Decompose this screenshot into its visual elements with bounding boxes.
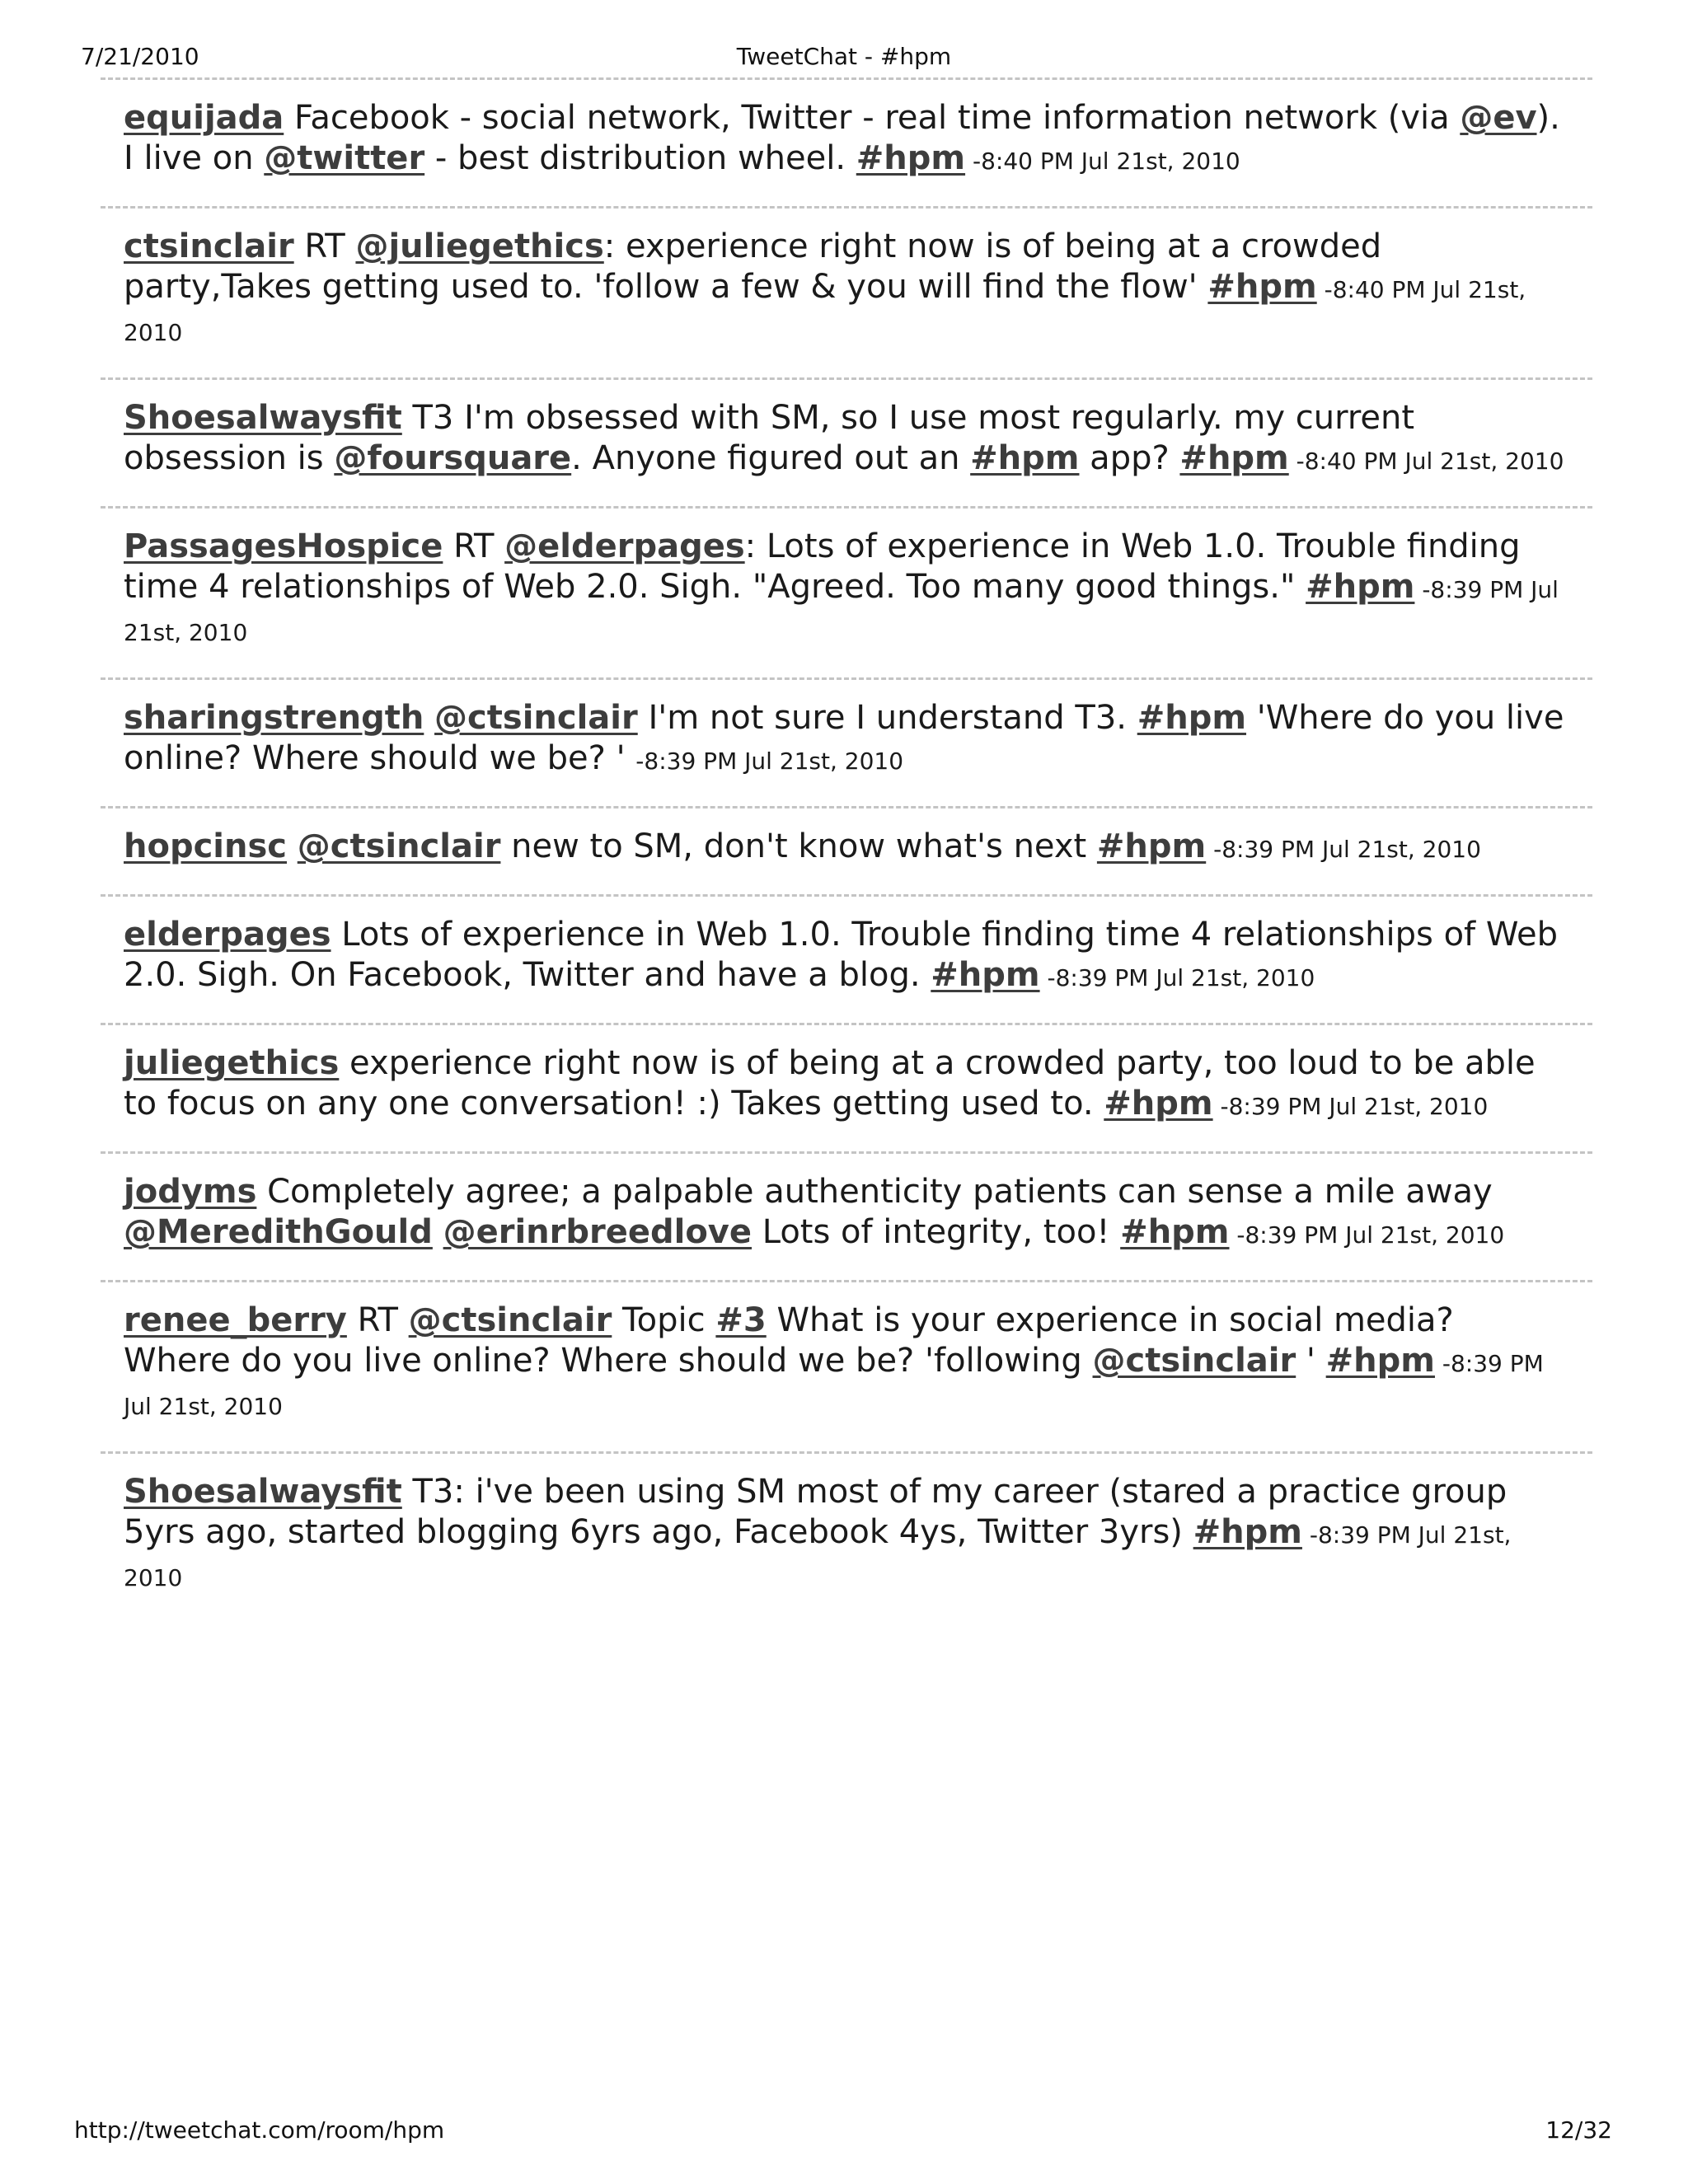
tweet-text — [287, 827, 298, 865]
tweet-text — [433, 1213, 443, 1251]
tweet-timestamp: -8:40 PM Jul 21st, 2010 — [1288, 448, 1564, 475]
mention-link[interactable]: @elderpages — [504, 527, 745, 565]
tweet-text: RT — [293, 227, 356, 265]
hashtag-link[interactable]: #hpm — [1193, 1513, 1302, 1551]
tweet-text: app? — [1079, 439, 1180, 477]
tweet-text: experience right now is of being at a crowded party, too loud to be able to focus on any one conversation! :) Takes getting used to. — [124, 1044, 1536, 1122]
mention-link[interactable]: @juliegethics — [355, 227, 604, 265]
tweet-text: T3: i've been using SM most of my career (stared a practice group 5yrs ago, started blogging 6yrs ago, Facebook 4ys, Twitter 3yrs) — [124, 1473, 1507, 1551]
tweet-timestamp: -8:40 PM Jul 21st, 2010 — [124, 276, 1526, 346]
hashtag-link[interactable]: #hpm — [1096, 827, 1207, 865]
tweet-item — [101, 1151, 1592, 1280]
tweet-item — [101, 806, 1592, 894]
page-footer — [0, 2116, 1688, 2153]
tweet-username-link[interactable]: jodyms — [124, 1173, 257, 1211]
tweet-text: T3 I'm obsessed with SM, so I use most regularly. my current obsession is — [124, 399, 1415, 477]
tweet-text: - best distribution wheel. — [424, 139, 856, 177]
tweet-username-link[interactable]: PassagesHospice — [124, 527, 443, 565]
tweet-item — [101, 1023, 1592, 1151]
tweet-username-link[interactable]: Shoesalwaysfit — [124, 399, 402, 437]
tweet-timestamp: -8:39 PM Jul 21st, 2010 — [1229, 1221, 1505, 1249]
page-header — [0, 43, 1688, 79]
mention-link[interactable]: @ctsinclair — [408, 1301, 612, 1339]
hashtag-link[interactable]: #hpm — [856, 139, 966, 177]
mention-link[interactable]: @twitter — [264, 139, 425, 177]
tweet-timestamp: -8:39 PM Jul 21st, 2010 — [1206, 836, 1481, 863]
tweet-text — [424, 699, 434, 737]
hashtag-link[interactable]: #hpm — [1325, 1342, 1435, 1380]
tweet-text: Lots of integrity, too! — [752, 1213, 1121, 1251]
tweet-timestamp: -8:39 PM Jul 21st, 2010 — [124, 1521, 1512, 1591]
mention-link[interactable]: @foursquare — [334, 439, 572, 477]
tweet-item — [101, 1451, 1592, 1623]
tweet-item — [101, 894, 1592, 1023]
hashtag-link[interactable]: #3 — [715, 1301, 767, 1339]
hashtag-link[interactable]: #hpm — [1137, 699, 1247, 737]
tweet-username-link[interactable]: equijada — [124, 99, 284, 137]
hashtag-link[interactable]: #hpm — [1179, 439, 1289, 477]
hashtag-link[interactable]: #hpm — [1207, 268, 1317, 306]
tweet-text: Completely agree; a palpable authenticity patients can sense a mile away — [256, 1173, 1493, 1211]
tweet-text: ' — [1296, 1342, 1326, 1380]
tweet-item — [101, 677, 1592, 806]
tweet-text: RT — [346, 1301, 409, 1339]
page-title: TweetChat - #hpm — [736, 43, 952, 70]
tweet-item — [101, 377, 1592, 506]
hashtag-link[interactable]: #hpm — [1120, 1213, 1230, 1251]
tweet-username-link[interactable]: sharingstrength — [124, 699, 424, 737]
tweet-text: What is your experience in social media? Where do you live online? Where should we be? 'following — [124, 1301, 1454, 1380]
mention-link[interactable]: @ev — [1460, 99, 1537, 137]
tweet-timestamp: -8:39 PM Jul 21st, 2010 — [1039, 964, 1315, 991]
tweet-text: new to SM, don't know what's next — [500, 827, 1097, 865]
tweet-item — [101, 1280, 1592, 1451]
tweet-timestamp: -8:40 PM Jul 21st, 2010 — [965, 148, 1240, 175]
tweet-item — [101, 206, 1592, 377]
footer-url: http://tweetchat.com/room/hpm — [74, 2116, 445, 2144]
page-number: 12/32 — [1545, 2116, 1612, 2144]
mention-link[interactable]: @ctsinclair — [434, 699, 638, 737]
tweet-text: 'Where do you live online? Where should we be? ' — [124, 699, 1564, 777]
tweet-text: : experience right now is of being at a crowded party,Takes getting used to. 'follow a few & you will find the flow' — [124, 227, 1382, 306]
tweet-feed — [101, 77, 1592, 1623]
mention-link[interactable]: @MeredithGould — [124, 1213, 433, 1251]
tweet-username-link[interactable]: renee_berry — [124, 1301, 347, 1339]
tweet-text: . Anyone figured out an — [571, 439, 971, 477]
tweet-item — [101, 77, 1592, 206]
hashtag-link[interactable]: #hpm — [970, 439, 1080, 477]
tweet-username-link[interactable]: juliegethics — [124, 1044, 340, 1082]
tweet-text: : Lots of experience in Web 1.0. Trouble finding time 4 relationships of Web 2.0. Sigh. "Agreed. Too many good things." — [124, 527, 1521, 606]
hashtag-link[interactable]: #hpm — [1306, 568, 1415, 606]
header-date: 7/21/2010 — [81, 43, 199, 70]
tweet-text: Facebook - social network, Twitter - real time information network (via — [284, 99, 1461, 137]
tweet-text: Lots of experience in Web 1.0. Trouble finding time 4 relationships of Web 2.0. Sigh. On Facebook, Twitter and have a blog. — [124, 916, 1559, 994]
hashtag-link[interactable]: #hpm — [1104, 1085, 1213, 1122]
mention-link[interactable]: @ctsinclair — [1092, 1342, 1296, 1380]
tweet-username-link[interactable]: elderpages — [124, 916, 331, 954]
tweet-timestamp: -8:39 PM Jul 21st, 2010 — [635, 748, 904, 775]
mention-link[interactable]: @erinrbreedlove — [443, 1213, 753, 1251]
tweet-timestamp: -8:39 PM Jul 21st, 2010 — [124, 576, 1559, 646]
tweet-timestamp: -8:39 PM Jul 21st, 2010 — [1212, 1093, 1489, 1120]
tweet-username-link[interactable]: Shoesalwaysfit — [124, 1473, 402, 1511]
mention-link[interactable]: @ctsinclair — [297, 827, 501, 865]
tweet-timestamp: -8:39 PM Jul 21st, 2010 — [124, 1350, 1544, 1420]
tweet-text: Topic — [612, 1301, 716, 1339]
tweet-text: RT — [443, 527, 505, 565]
tweet-text: ). I live on — [124, 99, 1560, 177]
tweet-item — [101, 506, 1592, 677]
tweet-username-link[interactable]: hopcinsc — [124, 827, 288, 865]
hashtag-link[interactable]: #hpm — [931, 956, 1040, 994]
tweet-text: I'm not sure I understand T3. — [637, 699, 1137, 737]
tweet-username-link[interactable]: ctsinclair — [124, 227, 294, 265]
